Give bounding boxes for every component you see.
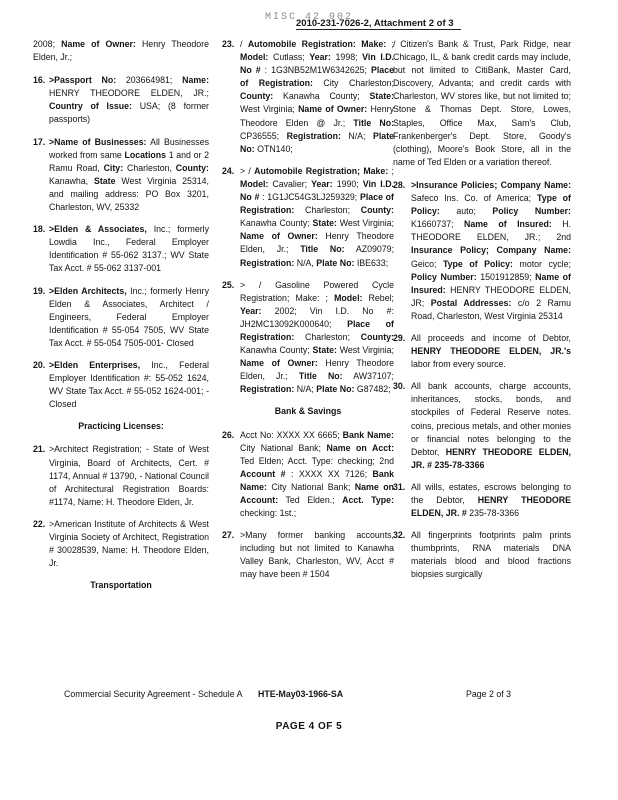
footer-center: HTE-May03-1966-SA	[258, 689, 344, 699]
item-24-automobile-cavalier: 24. > / Automobile Registration; Make: ; Model: Cavalier; Year: 1990; Vin I.D. No # : 1G1JC54G3LJ259329; Place of Registration: Charleston; County: Kanawha County; State: West Virginia; Name of Owner: Henry Theodore Elden, Jr.; Title No: AZ09079; Registration: N/A, Plate No: IBE633;	[222, 165, 395, 268]
item-30-bank-charge-accounts: 30. All bank accounts, charge accounts, inheritances, stocks, bonds, and stockpiles of Federal Reserve notes. coins, precious metals, and other monies or financial notes belonging to the Debtor, HENRY THEODORE ELDEN, JR. # 235-78-3366	[393, 381, 571, 470]
item-19-elden-architects: 19. >Elden Architects, Inc.; formerly Henry Elden & Associates, Architect / Engineers, Federal Employer Identification # 55-054 7505, WV State Tax Acct. # 55-054 7505-001- Closed	[33, 285, 209, 348]
footer-right: Page 2 of 3	[466, 689, 511, 699]
heading-practicing-licenses: Practicing Licenses:	[78, 421, 164, 432]
item-32-fingerprints: 32. All fingerprints footprints palm prints thumbprints, RNA materials DNA materials blood and blood fractions biopsies surgically	[393, 530, 571, 580]
item-26-bank-accounts: 26. Acct No: XXXX XX 6665; Bank Name: City National Bank; Name on Acct: Ted Elden; Acct. Type: checking; 2nd Account # : XXXX XX 7126; Bank Name: City National Bank; Name on Account: Ted Elden.; Acct. Type: checking: 1st.;	[222, 429, 394, 519]
document-id-header: 2010-231-7026-2, Attachment 2 of 3	[296, 18, 461, 30]
item-23-automobile-cutlass: 23. / Automobile Registration: Make: ; Model: Cutlass; Year: 1998; Vin I.D. No # : 1G3NB52M1W6342625; Place of Registration: City Charleston; County: Kanawha County; State: West Virginia; Name of Owner: Henry Theodore Elden @ Jr.; Title No: CP36555; Registration: N/A; Plate No: OTN140;	[222, 39, 395, 154]
item-29-proceeds-income: 29. All proceeds and income of Debtor, HENRY THEODORE ELDEN, JR.'s labor from every source.	[393, 332, 571, 370]
footer-left: Commercial Security Agreement - Schedule A	[64, 689, 243, 699]
column-left	[33, 38, 209, 602]
item-25-cycle-registration: 25. > / Gasoline Powered Cycle Registration; Make: ; Model: Rebel; Year: 2002; Vin I.D. No #: JH2MC13092K000640; Place of Registration: Charleston; County: Kanawha County; State: West Virginia; Name of Owner: Henry Theodore Elden, Jr.; Title No: AW37107; Registration: N/A; Plate No: G87482;	[222, 279, 395, 395]
heading-transportation: Transportation	[90, 580, 152, 591]
page-number: PAGE 4 OF 5	[275, 721, 343, 732]
column-right	[393, 38, 571, 591]
item-21-architect-registration: 21. >Architect Registration; - State of West Virginia, Board of Architects, Cert. # 1174, Annual # 13790, - National Council of Architectural Registration Boards: #1174, Name: H. Theodore Elden, Jr.	[33, 444, 209, 507]
item-27-continuation: / Citizen's Bank & Trust, Park Ridge, near Chicago, IL, & bank credit cards may include, but not limited to CitiBank, Master Card, Discovery, Advanta; and credit cards with Charleston, WV stores like, but not limited to; Stone & Thomas Dept. Store, Lowes, Staples, Office Max, Sam's Club, Frankenberger's Dept. Store, Goody's (clothing), Moore's Book Store, all in the name of Ted Elden or a variation thereof.	[393, 39, 571, 167]
item-15-continuation: 2008; Name of Owner: Henry Theodore Elden, Jr.;	[33, 39, 209, 63]
item-22-aia-registration: 22. >American Institute of Architects & West Virginia Society of Architect, Registration # 30028539, Name: H. Theodore Elden, Jr.	[33, 518, 209, 569]
document-stamp: MISC 42 902	[264, 12, 353, 23]
item-20-elden-enterprises: 20. >Elden Enterprises, Inc., Federal Employer Identification #: 55-052 1624, WV State Tax Acct. # 55-052 1624-001; - Closed	[33, 359, 209, 410]
item-27-former-accounts: 27. >Many former banking accounts, including but not limited to Kanawha Valley Bank, Charleston, WV, Acct # may have been # 1504	[222, 530, 394, 580]
item-31-wills-estates: 31. All wills, estates, escrows belonging to the Debtor, HENRY THEODORE ELDEN, JR. # 235-78-3366	[393, 481, 571, 519]
item-18-elden-associates: 18. >Elden & Associates, Inc.; formerly Lowdia Inc., Federal Employer Identification # 55-062 3137.; WV State Tax Acct. # 55-062 3137-001	[33, 224, 209, 274]
item-28-insurance-policies: 28. >Insurance Policies; Company Name: Safeco Ins. Co. of America; Type of Policy: auto; Policy Number: K1660737; Name of Insured: H. THEODORE ELDEN, JR.; 2nd Insurance Policy; Company Name: Geico; Type of Policy: motor cycle; Policy Number: 1501912859; Name of Insured: HENRY THEODORE ELDEN, JR; Postal Addresses: c/o 2 Ramu Road, Charleston, West Virginia 25314	[393, 179, 572, 321]
item-16-passport: 16. >Passport No: 203664981; Name: HENRY THEODORE ELDEN, JR.; Country of Issue: USA; (8 former passports)	[33, 75, 209, 125]
column-middle	[222, 38, 394, 591]
heading-bank-savings: Bank & Savings	[274, 406, 342, 417]
item-17-businesses: 17. >Name of Businesses: All Businesses worked from same Locations 1 and or 2 Ramu Road, City: Charleston, County: Kanawha, State West Virginia 25314, and mailing address: PO Box 3201, Charleston, WV, 25332	[33, 136, 210, 213]
